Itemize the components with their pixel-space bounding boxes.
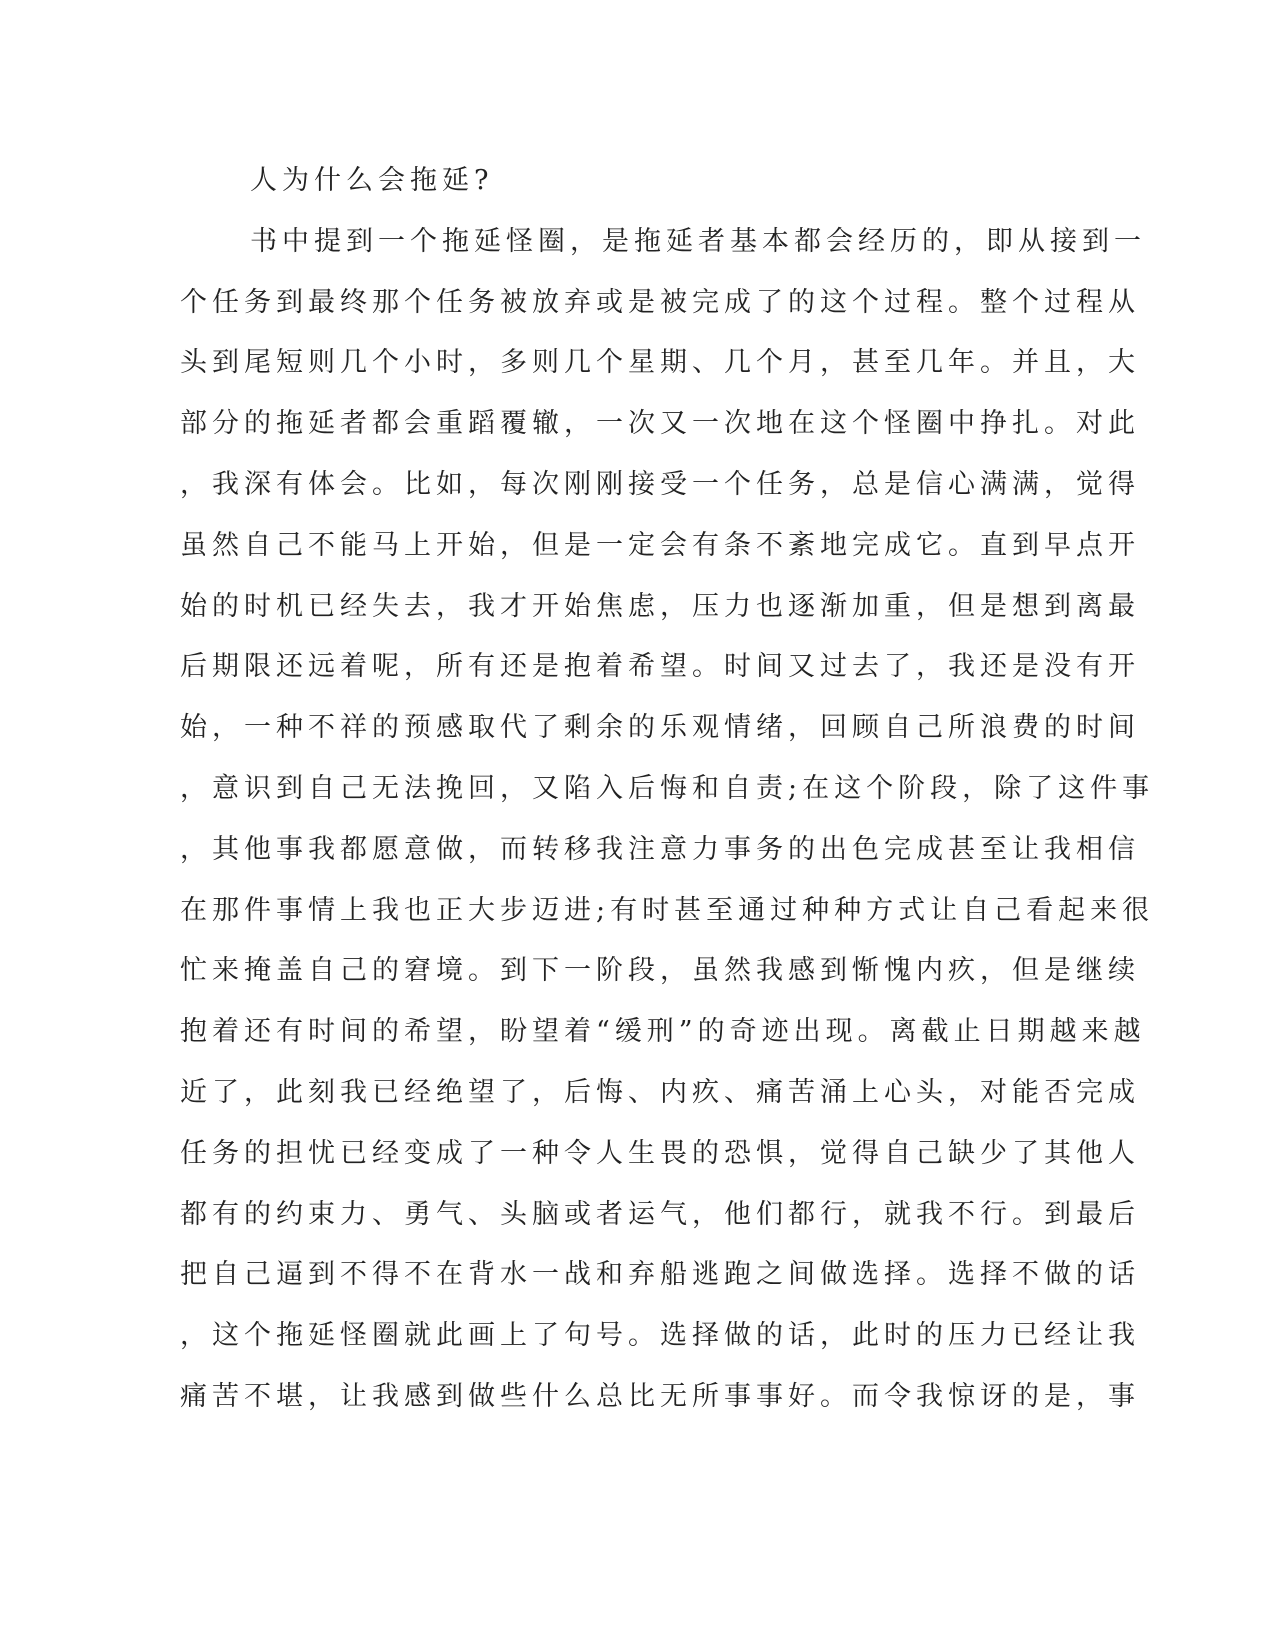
- paragraph-line: 忙来掩盖自己的窘境。到下一阶段，虽然我感到惭愧内疚，但是继续: [180, 955, 1140, 987]
- paragraph-line: 把自己逼到不得不在背水一战和弃船逃跑之间做选择。选择不做的话: [180, 1259, 1140, 1291]
- paragraph-line: ，我深有体会。比如，每次刚刚接受一个任务，总是信心满满，觉得: [180, 468, 1140, 500]
- paragraph-line: 书中提到一个拖延怪圈，是拖延者基本都会经历的，即从接到一: [250, 225, 1146, 257]
- paragraph-line: 抱着还有时间的希望，盼望着“缓刑”的奇迹出现。离截止日期越来越: [180, 1016, 1146, 1048]
- paragraph-line: 头到尾短则几个小时，多则几个星期、几个月，甚至几年。并且，大: [180, 347, 1140, 379]
- paragraph-line: 虽然自己不能马上开始，但是一定会有条不紊地完成它。直到早点开: [180, 529, 1140, 561]
- paragraph-line: ，意识到自己无法挽回，又陷入后悔和自责;在这个阶段，除了这件事: [180, 772, 1155, 804]
- paragraph-line: 部分的拖延者都会重蹈覆辙，一次又一次地在这个怪圈中挣扎。对此: [180, 408, 1140, 440]
- paragraph-line: 在那件事情上我也正大步迈进;有时甚至通过种种方式让自己看起来很: [180, 894, 1155, 926]
- paragraph-line: 始的时机已经失去，我才开始焦虑，压力也逐渐加重，但是想到离最: [180, 590, 1140, 622]
- paragraph-line: 任务的担忧已经变成了一种令人生畏的恐惧，觉得自己缺少了其他人: [180, 1137, 1140, 1169]
- paragraph-line: 近了，此刻我已经绝望了，后悔、内疚、痛苦涌上心头，对能否完成: [180, 1076, 1140, 1108]
- paragraph-line: 痛苦不堪，让我感到做些什么总比无所事事好。而令我惊讶的是，事: [180, 1380, 1140, 1412]
- paragraph-line: 都有的约束力、勇气、头脑或者运气，他们都行，就我不行。到最后: [180, 1198, 1140, 1230]
- paragraph-line: ，这个拖延怪圈就此画上了句号。选择做的话，此时的压力已经让我: [180, 1320, 1140, 1352]
- paragraph-line: 个任务到最终那个任务被放弃或是被完成了的这个过程。整个过程从: [180, 286, 1140, 318]
- document-body: [180, 151, 1155, 1428]
- document-heading: 人为什么会拖延?: [250, 165, 494, 196]
- paragraph-line: ，其他事我都愿意做，而转移我注意力事务的出色完成甚至让我相信: [180, 833, 1140, 865]
- paragraph-line: 始，一种不祥的预感取代了剩余的乐观情绪，回顾自己所浪费的时间: [180, 712, 1140, 744]
- paragraph-line: 后期限还远着呢，所有还是抱着希望。时间又过去了，我还是没有开: [180, 651, 1140, 683]
